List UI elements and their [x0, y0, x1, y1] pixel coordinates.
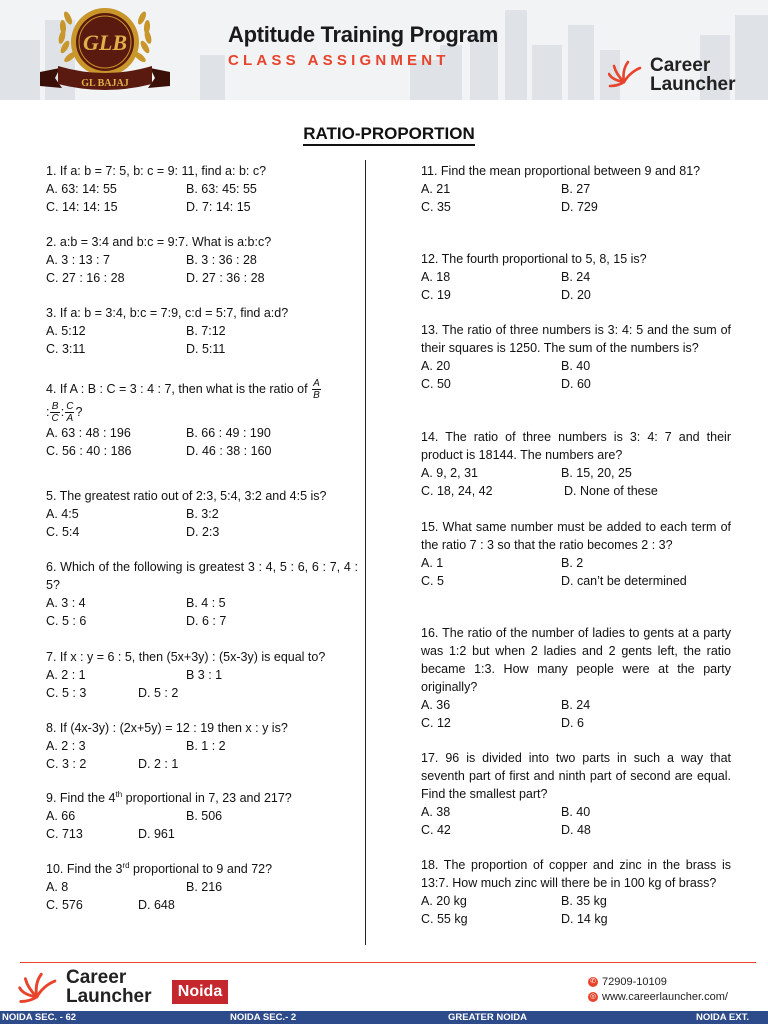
question-block — [46, 487, 358, 541]
answer-option: A. 66 — [46, 809, 76, 823]
answer-options — [421, 696, 731, 732]
answer-option: A. 5:12 — [46, 324, 86, 338]
question-text: 14. The ratio of three numbers is 3: 4: 7 and their product is 18144. The numbers are? — [421, 430, 731, 462]
question-text: 17. 96 is divided into two parts in such a way that seventh part of first and ninth part of second are equal. Find the smallest part? — [421, 751, 731, 801]
answer-option: C. 42 — [421, 823, 451, 837]
answer-option: B. 24 — [561, 698, 591, 712]
answer-options — [46, 737, 358, 773]
answer-option: A. 8 — [46, 880, 69, 894]
answer-option: B. 40 — [561, 805, 591, 819]
answer-option: D. can’t be determined — [561, 574, 687, 588]
answer-option: D. 48 — [561, 823, 591, 837]
answer-option: A. 38 — [421, 805, 451, 819]
answer-options — [46, 878, 358, 914]
answer-option: C. 576 — [46, 898, 83, 912]
answer-option: A. 63: 14: 55 — [46, 182, 117, 196]
answer-options — [46, 666, 358, 702]
answer-option: D. None of these — [564, 484, 658, 498]
answer-option: B. 66 : 49 : 190 — [186, 426, 271, 440]
answer-option: B 3 : 1 — [186, 668, 223, 682]
program-title: Aptitude Training Program — [228, 22, 498, 47]
question-block — [421, 518, 731, 590]
footer-career-launcher-logo: Career Launcher — [18, 966, 168, 1008]
answer-option: D. 60 — [561, 377, 591, 391]
answer-option: B. 24 — [561, 270, 591, 284]
question-text: 4. If A : B : C = 3 : 4 : 7, then what is the ratio of $\frac{A}{B}$ : $\frac{B}{C}$ : $\frac{C}{A}$ ? — [46, 378, 320, 424]
answer-option: A. 2 : 3 — [46, 739, 86, 753]
answer-options — [421, 892, 731, 928]
answer-options — [46, 594, 358, 630]
question-block — [421, 250, 731, 304]
answer-option: B. 506 — [186, 809, 223, 823]
answer-option: A. 3 : 4 — [46, 596, 86, 610]
question-text: 18. The proportion of copper and zinc in the brass is 13:7. How much zinc will there be in 100 kg of brass? — [421, 858, 731, 890]
answer-option: D. 729 — [561, 200, 598, 214]
answer-option: B. 4 : 5 — [186, 596, 226, 610]
answer-option: C. 5 : 6 — [46, 614, 87, 628]
question-block — [421, 321, 731, 393]
answer-option: A. 4:5 — [46, 507, 79, 521]
answer-option: C. 18, 24, 42 — [421, 484, 493, 498]
answer-option: B. 63: 45: 55 — [186, 182, 257, 196]
svg-text:GL BAJAJ: GL BAJAJ — [81, 78, 129, 89]
question-block — [46, 789, 358, 843]
answer-option: A. 9, 2, 31 — [421, 466, 478, 480]
answer-option: D. 7: 14: 15 — [186, 200, 251, 214]
answer-option: C. 5:4 — [46, 525, 80, 539]
question-text: 8. If (4x-3y) : (2x+5y) = 12 : 19 then x : y is? — [46, 721, 288, 735]
answer-options — [421, 803, 731, 839]
answer-options — [46, 424, 358, 460]
answer-option: B. 35 kg — [561, 894, 607, 908]
question-text: 1. If a: b = 7: 5, b: c = 9: 11, find a: b: c? — [46, 164, 267, 178]
answer-option: B. 1 : 2 — [186, 739, 226, 753]
location-label: NOIDA SEC. - 62 — [2, 1012, 77, 1023]
answer-options — [421, 268, 731, 304]
answer-option: D. 2:3 — [186, 525, 220, 539]
class-assignment-label: CLASS ASSIGNMENT — [228, 52, 450, 69]
answer-option: B. 216 — [186, 880, 223, 894]
footer-divider — [20, 962, 756, 963]
page-header — [0, 0, 768, 100]
answer-option: A. 20 kg — [421, 894, 467, 908]
answer-option: D. 14 kg — [561, 912, 608, 926]
question-text: 3. If a: b = 3:4, b:c = 7:9, c:d = 5:7, find a:d? — [46, 306, 289, 320]
answer-option: D. 6 : 7 — [186, 614, 227, 628]
answer-option: D. 27 : 36 : 28 — [186, 271, 265, 285]
answer-option: C. 35 — [421, 200, 451, 214]
career-launcher-swoosh-icon — [18, 972, 60, 1006]
answer-option: D. 6 — [561, 716, 584, 730]
answer-options — [46, 505, 358, 541]
answer-option: C. 5 — [421, 574, 444, 588]
answer-option: C. 27 : 16 : 28 — [46, 271, 125, 285]
answer-option: B. 3:2 — [186, 507, 219, 521]
answer-option: A. 3 : 13 : 7 — [46, 253, 110, 267]
location-label: NOIDA EXT. — [696, 1012, 749, 1023]
answer-option: B. 27 — [561, 182, 591, 196]
answer-option: A. 2 : 1 — [46, 668, 86, 682]
question-block — [46, 558, 358, 630]
answer-option: A. 18 — [421, 270, 451, 284]
question-text: 13. The ratio of three numbers is 3: 4: 5 and the sum of their squares is 1250. The sum of the numbers is? — [421, 323, 731, 355]
noida-badge: Noida — [172, 980, 228, 1004]
question-text: 15. What same number must be added to each term of the ratio 7 : 3 so that the ratio becomes 2 : 3? — [421, 520, 731, 552]
answer-option: D. 5 : 2 — [138, 686, 179, 700]
question-text: 16. The ratio of the number of ladies to gents at a party was 1:2 but when 2 ladies and 2 gents left, the ratio became 1:3. How many people were at the party originally? — [421, 626, 731, 694]
answer-option: B. 7:12 — [186, 324, 226, 338]
fraction: $\frac{C}{A}$ — [66, 401, 74, 424]
question-block — [46, 378, 358, 460]
answer-options — [421, 357, 731, 393]
question-block — [46, 719, 358, 773]
contact-phone: ✆ 72909-10109 — [588, 976, 667, 988]
answer-option: B. 2 — [561, 556, 584, 570]
question-text: 7. If x : y = 6 : 5, then (5x+3y) : (5x-3y) is equal to? — [46, 650, 326, 664]
fraction: $\frac{A}{B}$ — [313, 378, 320, 401]
answer-options — [46, 807, 358, 843]
answer-options — [46, 180, 358, 216]
globe-icon: ◎ — [589, 993, 597, 1001]
career-launcher-logo: Career Launcher — [608, 54, 758, 94]
question-block — [46, 860, 358, 914]
question-block — [421, 162, 731, 216]
answer-option: B. 40 — [561, 359, 591, 373]
answer-options — [421, 180, 731, 216]
question-block — [421, 749, 731, 839]
answer-option: C. 3:11 — [46, 342, 86, 356]
answer-option: C. 14: 14: 15 — [46, 200, 118, 214]
question-text: 6. Which of the following is greatest 3 : 4, 5 : 6, 6 : 7, 4 : 5? — [46, 560, 358, 592]
answer-option: D. 20 — [561, 288, 591, 302]
answer-options — [421, 464, 731, 500]
question-text: 10. Find the 3rd proportional to 9 and 72? — [46, 860, 273, 876]
answer-option: A. 36 — [421, 698, 451, 712]
question-block — [421, 856, 731, 928]
question-text: 12. The fourth proportional to 5, 8, 15 is? — [421, 252, 647, 266]
answer-option: A. 21 — [421, 182, 451, 196]
answer-option: D. 2 : 1 — [138, 757, 179, 771]
answer-option: B. 3 : 36 : 28 — [186, 253, 257, 267]
column-divider — [365, 160, 366, 945]
question-block — [421, 428, 731, 500]
location-label: GREATER NOIDA — [448, 1012, 527, 1023]
question-block — [46, 648, 358, 702]
question-block — [46, 162, 358, 216]
answer-option: C. 19 — [421, 288, 451, 302]
answer-option: D. 961 — [138, 827, 175, 841]
answer-options — [46, 322, 358, 358]
question-block — [46, 304, 358, 358]
answer-option: A. 1 — [421, 556, 444, 570]
answer-option: C. 50 — [421, 377, 451, 391]
fraction: $\frac{B}{C}$ — [51, 401, 59, 424]
phone-icon: ✆ — [588, 977, 598, 987]
answer-option: C. 55 kg — [421, 912, 468, 926]
question-block — [421, 624, 731, 732]
answer-option: D. 648 — [138, 898, 175, 912]
answer-option: C. 12 — [421, 716, 451, 730]
question-text: 9. Find the 4th proportional in 7, 23 and 217? — [46, 789, 292, 805]
question-text: 11. Find the mean proportional between 9 and 81? — [421, 164, 701, 178]
answer-option: C. 713 — [46, 827, 83, 841]
answer-option: C. 5 : 3 — [46, 686, 87, 700]
answer-option: A. 20 — [421, 359, 451, 373]
gl-bajaj-logo — [30, 2, 180, 94]
location-label: NOIDA SEC.- 2 — [230, 1012, 297, 1023]
answer-option: D. 46 : 38 : 160 — [186, 444, 272, 458]
svg-text:GLB: GLB — [83, 30, 127, 55]
question-text: 2. a:b = 3:4 and b:c = 9:7. What is a:b:c? — [46, 235, 272, 249]
footer-locations-bar — [0, 1011, 768, 1024]
contact-website[interactable]: ◎ www.careerlauncher.com/ — [589, 991, 728, 1003]
answer-options — [46, 251, 358, 287]
answer-options — [421, 554, 731, 590]
document-title: RATIO-PROPORTION — [0, 124, 768, 144]
question-text: 5. The greatest ratio out of 2:3, 5:4, 3:2 and 4:5 is? — [46, 489, 327, 503]
answer-option: B. 15, 20, 25 — [561, 466, 632, 480]
answer-option: D. 5:11 — [186, 342, 226, 356]
career-launcher-swoosh-icon — [608, 60, 644, 90]
question-block — [46, 233, 358, 287]
answer-option: C. 56 : 40 : 186 — [46, 444, 132, 458]
answer-option: A. 63 : 48 : 196 — [46, 426, 131, 440]
answer-option: C. 3 : 2 — [46, 757, 87, 771]
